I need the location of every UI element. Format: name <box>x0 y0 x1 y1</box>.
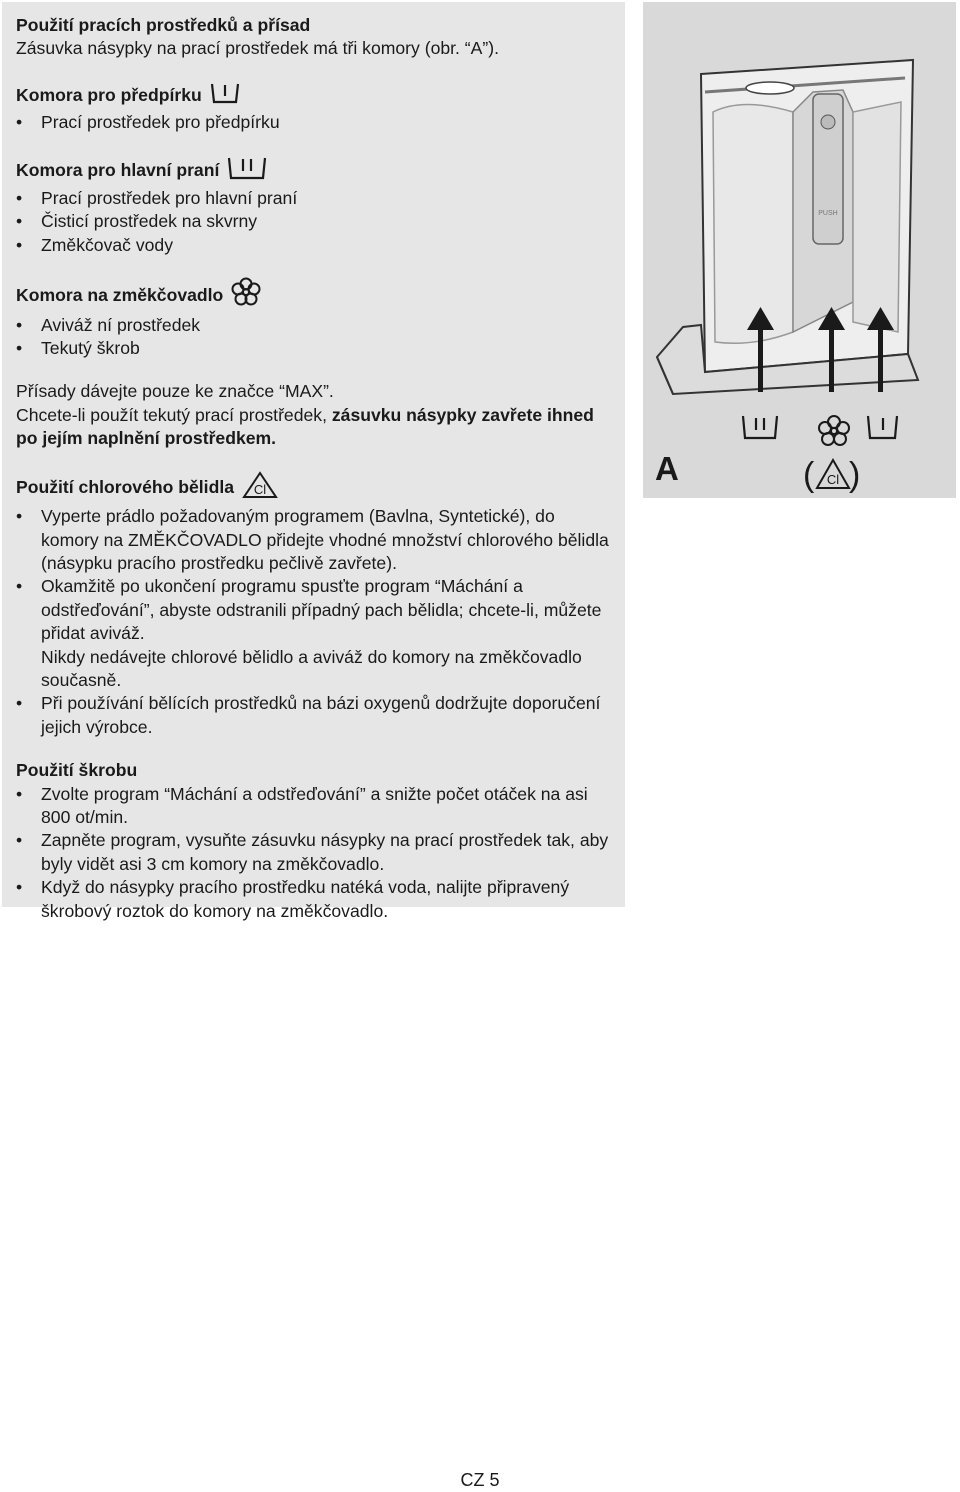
prewash-heading <box>16 81 611 111</box>
svg-text:(: ( <box>803 456 815 494</box>
svg-text:Cl: Cl <box>826 472 840 487</box>
bleach-warning: Nikdy nedávejte chlorové bělidlo a aviváž do komory na změkčovadlo současně. <box>41 646 582 690</box>
list-item: • Čisticí prostředek na skvrny <box>16 211 258 232</box>
list-item: • Aviváž ní prostředek <box>16 314 201 335</box>
list-item: • Prací prostředek pro hlavní praní <box>16 188 298 209</box>
prewash-compartment-icon <box>210 81 240 111</box>
svg-text:PUSH: PUSH <box>818 210 838 217</box>
figure-a-panel <box>643 2 956 498</box>
liquid-detergent-note: Chcete-li použít tekutý prací prostředek, zásuvku násypky zavřete ihned po jejím naplnění prostředkem. <box>16 404 594 449</box>
detergent-drawer-image <box>643 2 956 498</box>
bleach-title: Použití chlorového bělidla <box>16 477 234 498</box>
svg-text:Cl: Cl <box>253 481 267 497</box>
mainwash-compartment-icon <box>743 416 777 438</box>
mainwash-heading <box>16 155 611 187</box>
softener-title: Komora na změkčovadlo <box>16 284 224 305</box>
bleach-heading <box>16 471 611 505</box>
softener-heading <box>16 277 611 313</box>
page-number: CZ 5 <box>460 1470 500 1490</box>
section-title-detergents: Použití pracích prostředků a přísad <box>16 15 311 35</box>
chlorine-bleach-icon <box>242 471 278 505</box>
starch-title: Použití škrobu <box>16 760 138 781</box>
list-item: • Změkčovač vody <box>16 234 173 255</box>
list-item: • Při používání bělících prostředků na bázi oxygenů dodržujte doporučení jejich výrobce. <box>16 693 601 737</box>
mainwash-title: Komora pro hlavní praní <box>16 160 220 181</box>
dose-note: Přísady dávejte pouze ke značce “MAX”. <box>16 381 334 402</box>
softener-flower-icon <box>819 416 849 445</box>
softener-flower-icon <box>231 277 261 313</box>
list-item: • Tekutý škrob <box>16 338 140 359</box>
figure-letter: A <box>655 450 679 487</box>
list-item: • Zvolte program “Máchání a odstřeďování” a snižte počet otáček na asi 800 ot/min. <box>16 783 588 827</box>
prewash-compartment-icon <box>868 416 897 438</box>
list-item: • Zapněte program, vysuňte zásuvku násypky na prací prostředek tak, aby byly vidět asi 3 cm komory na změkčovadlo. <box>16 830 609 874</box>
list-item: • Vyperte prádlo požadovaným programem (Bavlna, Syntetické), do komory na ZMĚKČOVADLO přidejte vhodné množství chlorového bělidla (násypku pracího prostředku pečlivě zavřete). <box>16 506 609 573</box>
svg-text:): ) <box>849 456 861 494</box>
prewash-title: Komora pro předpírku <box>16 85 202 106</box>
list-item: • Když do násypky pracího prostředku natéká voda, nalijte připravený škrobový roztok do komory na změkčovadlo. <box>16 877 570 921</box>
list-item: • Prací prostředek pro předpírku <box>16 112 280 133</box>
list-item: • Okamžitě po ukončení programu spusťte program “Máchání a odstřeďování”, abyste odstranili případný pach bělidla; chcete-li, můžete přidat aviváž. <box>16 576 602 644</box>
chlorine-bleach-icon <box>817 460 849 488</box>
drawer-intro: Zásuvka násypky na prací prostředek má tři komory (obr. “A”). <box>16 38 500 59</box>
instructions-panel <box>2 2 625 921</box>
mainwash-compartment-icon <box>227 155 267 187</box>
